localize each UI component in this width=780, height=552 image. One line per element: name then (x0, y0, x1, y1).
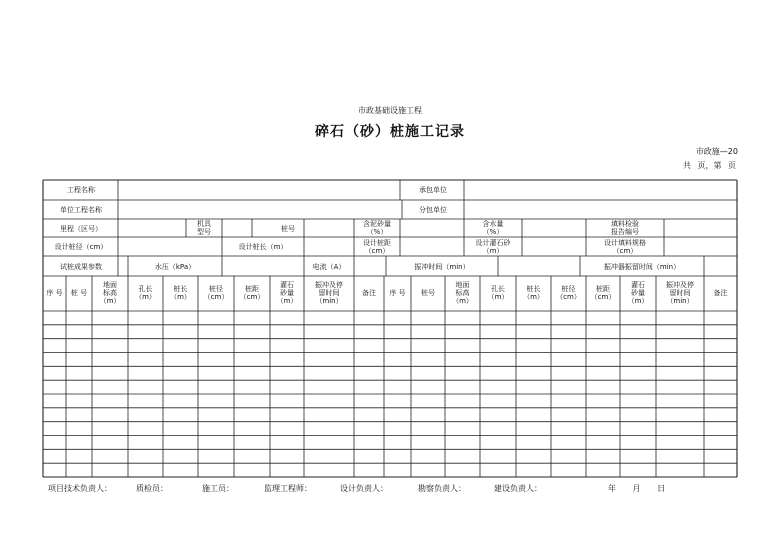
column-header: 孔长 （m） (135, 285, 156, 301)
form-number: 市政施—20 (695, 147, 738, 156)
column-header: 孔长 （m） (487, 285, 509, 301)
footer-designer: 设计负责人： (340, 484, 388, 493)
column-header: 振冲及停 留时间 （min） (666, 281, 694, 305)
column-header: 序 号 (46, 289, 63, 297)
column-header: 桩距 （cm） (239, 285, 265, 301)
column-header: 桩号 (421, 289, 435, 297)
label-clay-content: 含泥砂量 （%） (363, 220, 391, 236)
column-header: 桩长 （m） (523, 285, 544, 301)
footer-date: 年 月 日 (608, 484, 666, 493)
footer-surveyor: 勘察负责人： (418, 484, 466, 493)
label-contractor: 承包单位 (419, 186, 447, 194)
label-station: 里程（区号） (60, 225, 102, 233)
subtitle: 市政基础设施工程 (358, 106, 422, 115)
label-unit-project: 单位工程名称 (60, 206, 102, 214)
footer-builder: 施工员： (202, 484, 234, 493)
label-water-content: 含水量 （%） (482, 220, 504, 236)
signature-footer (48, 483, 748, 493)
label-design-gravel: 设计灌石砂 （m） (475, 239, 511, 255)
label-vib-hold-time: 振冲器振留时间（min） (603, 263, 681, 271)
label-vib-time: 振冲时间（min） (414, 263, 470, 271)
column-header: 序 号 (389, 289, 406, 297)
footer-tech-lead: 项目技术负责人： (48, 484, 112, 493)
label-fill-inspection: 填料检验 报告编号 (611, 220, 639, 236)
column-header: 桩距 （cm） (590, 285, 616, 301)
column-header: 地面 标高 （m） (452, 281, 473, 305)
label-trial-params: 试桩成果参数 (60, 263, 102, 271)
label-subcontractor: 分包单位 (419, 206, 447, 214)
column-header: 振冲及停 留时间 （min） (315, 281, 343, 305)
label-machine-no: 机具 型号 (197, 220, 211, 236)
footer-supervisor: 监理工程师： (264, 484, 312, 493)
page-info: 共 页，第 页 (682, 161, 736, 170)
label-design-spacing: 设计桩距 （cm） (363, 239, 391, 255)
column-header: 备注 (362, 289, 376, 297)
page-title: 碎石（砂）桩施工记录 (315, 124, 465, 140)
column-header: 备注 (713, 289, 728, 297)
column-header: 灌石 砂量 （m） (276, 281, 298, 305)
label-current: 电流（A） (312, 263, 346, 271)
column-header: 桩径 （cm） (203, 285, 229, 301)
label-design-fill-spec: 设计填料规格 （cm） (604, 239, 646, 255)
label-design-diameter: 设计桩径（cm） (54, 243, 108, 251)
column-header: 地面 标高 （m） (99, 281, 121, 305)
label-project-name: 工程名称 (67, 186, 95, 194)
column-header: 桩长 （m） (170, 285, 191, 301)
label-pile-no: 桩号 (281, 225, 295, 233)
label-water-pressure: 水压（kPa） (154, 263, 196, 271)
label-design-length: 设计桩长（m） (238, 243, 288, 251)
footer-owner: 建设负责人： (494, 484, 542, 493)
column-header: 灌石 砂量 （m） (627, 281, 649, 305)
column-header: 桩 号 (70, 289, 88, 297)
footer-quality: 质检员： (136, 484, 168, 493)
column-header: 桩径 （cm） (556, 285, 581, 301)
